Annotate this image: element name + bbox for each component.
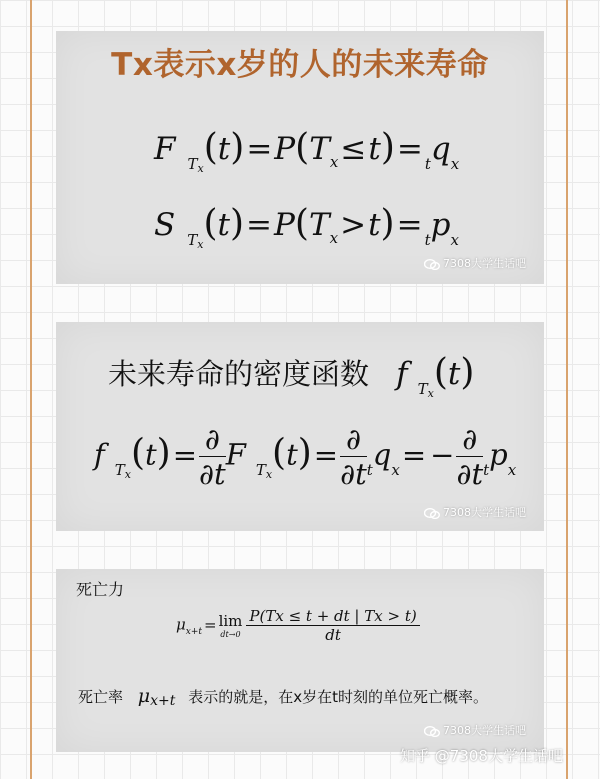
equation-survival: S $_{T_x}(t)=P(T_x>t)= _tp_x$ xyxy=(154,203,459,251)
fn-f: f xyxy=(94,437,105,472)
numerator: ∂ xyxy=(456,422,483,457)
numerator: P(Tx ≤ t + dt | Tx > t) xyxy=(246,607,419,626)
watermark-text: 7308大学生话吧 xyxy=(443,257,526,270)
symbol-sub: x xyxy=(450,231,459,249)
slide-title: Tx表示x岁的人的未来寿命 xyxy=(111,47,489,83)
pre-t: t xyxy=(424,155,431,173)
wechat-icon xyxy=(424,726,440,737)
right-border-line xyxy=(566,0,568,779)
symbol-p: p xyxy=(489,437,508,472)
symbol-q: q xyxy=(430,131,451,167)
lim-text: lim xyxy=(218,612,243,630)
rv-sub: x xyxy=(329,229,339,247)
arg-t: t xyxy=(145,437,157,472)
pre-t: t xyxy=(424,231,431,249)
equation-force-of-mortality: $\mu_{x+t}$ = lim dt→0 $\frac{P(Tx \le t + dt | Tx > t)}{dt}$ xyxy=(176,607,420,644)
mortality-rate-sentence xyxy=(78,685,488,707)
denominator: ∂t xyxy=(340,457,367,491)
slide-title: 未来寿命的密度函数 xyxy=(108,357,370,391)
pre-t: t xyxy=(483,460,490,479)
pre-t: t xyxy=(366,460,373,479)
fraction-d-dt-3 xyxy=(456,422,483,491)
sub-T: T xyxy=(187,155,198,173)
denominator: ∂t xyxy=(456,457,484,491)
denominator: dt xyxy=(325,626,341,644)
watermark xyxy=(424,722,526,738)
wechat-icon xyxy=(424,508,440,519)
zhihu-footer-watermark: 知乎 @7308大学生话吧 xyxy=(400,747,563,765)
mu-symbol xyxy=(138,685,176,707)
equation-density: f $_{T_x}$(t)= $\frac{\partial}{\partial t}$ F $_{T_x}$(t)= $\frac{\partial}{\partial t}$ $_tq_x=$ − $\frac{\partial}{\partial t}$ $_tp_x$ xyxy=(94,422,517,491)
fn-S: S xyxy=(154,207,176,243)
text-prefix: 死亡率 xyxy=(78,688,124,706)
minus: − xyxy=(430,437,455,472)
watermark-text: 7308大学生话吧 xyxy=(443,724,526,737)
symbol-sub: x xyxy=(450,155,460,173)
arg-t: t xyxy=(217,207,230,243)
slide-force-of-mortality xyxy=(56,569,544,752)
watermark xyxy=(424,255,526,271)
sub-T: T xyxy=(255,460,266,479)
rv-sub: x xyxy=(329,153,339,171)
fn-F: F xyxy=(154,131,176,167)
limit-fraction xyxy=(246,607,419,644)
mu-sub: x+t xyxy=(185,626,202,637)
fn-F: F xyxy=(225,437,246,472)
lim-sub: dt→0 xyxy=(220,630,241,639)
arg-t: t xyxy=(286,437,298,472)
symbol-p: p xyxy=(430,207,451,243)
numerator: ∂ xyxy=(199,422,226,457)
watermark xyxy=(424,504,526,520)
numerator: ∂ xyxy=(340,422,367,457)
mu: μ xyxy=(137,685,151,707)
rhs-t: t xyxy=(368,207,381,243)
sub-x: x xyxy=(197,162,204,175)
denominator: ∂t xyxy=(199,457,226,491)
left-border-line xyxy=(30,0,32,779)
density-title-row xyxy=(108,352,475,400)
sub-T: T xyxy=(114,460,125,479)
watermark-text: 7308大学生话吧 xyxy=(443,506,526,519)
sub-T: T xyxy=(187,231,198,249)
rhs-t: t xyxy=(368,131,381,167)
sub-x: x xyxy=(265,467,273,481)
fraction-d-dt-1 xyxy=(199,422,226,491)
rv-T: T xyxy=(308,207,330,243)
sub-x: x xyxy=(427,387,434,400)
sub-T: T xyxy=(417,380,428,398)
fn-P: P xyxy=(274,131,296,167)
equation-cdf: F $_{T_x}(t)=P(T_x\le t)= _tq_x$ xyxy=(154,127,460,175)
relation: > xyxy=(340,207,367,243)
slide-future-lifetime xyxy=(56,31,544,284)
title-function: f $_{T_x}$(t) xyxy=(396,352,475,400)
mu-sub: x+t xyxy=(150,693,176,709)
fraction-d-dt-2 xyxy=(340,422,367,491)
text-suffix: 表示的就是，在x岁在t时刻的单位死亡概率。 xyxy=(188,688,488,706)
sub-x: x xyxy=(124,467,131,481)
limit xyxy=(219,612,243,639)
fn-f: f xyxy=(396,356,408,392)
slide-title: 死亡力 xyxy=(76,580,125,599)
relation: ≤ xyxy=(340,131,367,167)
symbol-mu: μ xyxy=(176,615,186,634)
arg-t: t xyxy=(447,356,461,392)
symbol-sub: x xyxy=(507,460,517,479)
sub-x: x xyxy=(197,238,204,251)
fn-P: P xyxy=(274,207,295,243)
symbol-sub: x xyxy=(391,460,400,479)
arg-t: t xyxy=(217,131,231,167)
symbol-q: q xyxy=(372,437,392,472)
slide-density-function xyxy=(56,322,544,531)
rv-T: T xyxy=(309,131,330,167)
wechat-icon xyxy=(424,259,440,270)
